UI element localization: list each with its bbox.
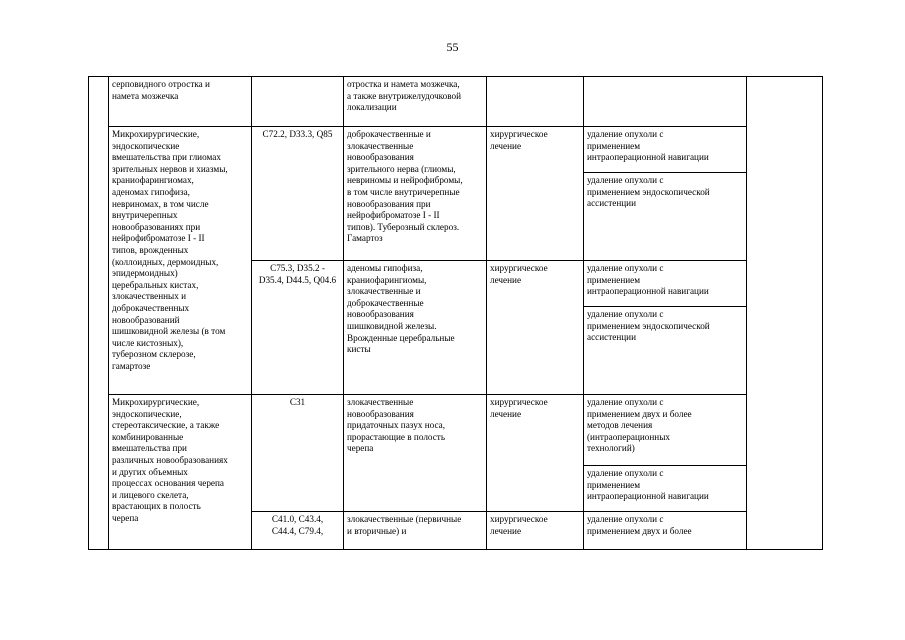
method-cell: удаление опухоли с применением двух и более — [584, 512, 747, 550]
cost-cell — [747, 77, 823, 550]
codes-cell: C31 — [252, 395, 344, 512]
procedure-name-cell: серповидного отростка и намета мозжечка — [109, 77, 252, 127]
disease-cell: злокачественные новообразования придаточных пазух носа, прорастающие в полость черепа — [344, 395, 487, 512]
disease-cell: злокачественные (первичные и вторичные) и — [344, 512, 487, 550]
method-cell: удаление опухоли с применением эндоскопической ассистенции — [584, 307, 747, 395]
procedure-name-cell: Микрохирургические, эндоскопические, стереотаксические, а также комбинированные вмешательства при различных новообразованиях и других объемных процессах основания черепа и лицевого скелета, врастающих в полость черепа — [109, 395, 252, 550]
method-cell: удаление опухоли с применением двух и более методов лечения (интраоперационных технологий) — [584, 395, 747, 466]
codes-cell: C72.2, D33.3, Q85 — [252, 127, 344, 261]
treatment-cell — [487, 77, 584, 127]
method-cell: удаление опухоли с применением интраоперационной навигации — [584, 127, 747, 173]
method-cell: удаление опухоли с применением эндоскопической ассистенции — [584, 173, 747, 261]
procedures-table — [88, 76, 823, 550]
disease-cell: аденомы гипофиза, краниофарингиомы, злокачественные и доброкачественные новообразования шишковидной железы. Врожденные церебральные кисты — [344, 261, 487, 395]
disease-cell: отростка и намета мозжечка, а также внутрижелудочковой локализации — [344, 77, 487, 127]
table-row — [89, 395, 823, 466]
procedure-name-cell: Микрохирургические, эндоскопические вмешательства при глиомах зрительных нервов и хиазмы, краниофарингиомах, аденомах гипофиза, невриномах, в том числе внутричерепных новообразованиях при нейрофиброматозе I - II типов, врожденных (коллоидных, дермоидных, эпидермоидных) церебральных кистах, злокачественных и доброкачественных новообразований шишковидной железы (в том числе кистозных), туберозном склерозе, гамартозе — [109, 127, 252, 395]
treatment-cell: хирургическое лечение — [487, 127, 584, 261]
method-cell — [584, 77, 747, 127]
page-number: 55 — [446, 40, 459, 54]
codes-cell — [252, 77, 344, 127]
codes-cell: C41.0, C43.4, C44.4, C79.4, — [252, 512, 344, 550]
table-row — [89, 127, 823, 173]
method-cell: удаление опухоли с применением интраоперационной навигации — [584, 466, 747, 512]
number-cell — [89, 77, 109, 550]
method-cell: удаление опухоли с применением интраоперационной навигации — [584, 261, 747, 307]
treatment-cell: хирургическое лечение — [487, 395, 584, 512]
disease-cell: доброкачественные и злокачественные новообразования зрительного нерва (глиомы, невриномы и нейрофибромы, в том числе внутричерепные новообразования при нейрофиброматозе I - II типов). Туберозный склероз. Гамартоз — [344, 127, 487, 261]
treatment-cell: хирургическое лечение — [487, 261, 584, 395]
table-row — [89, 77, 823, 127]
codes-cell: C75.3, D35.2 - D35.4, D44.5, Q04.6 — [252, 261, 344, 395]
treatment-cell: хирургическое лечение — [487, 512, 584, 550]
